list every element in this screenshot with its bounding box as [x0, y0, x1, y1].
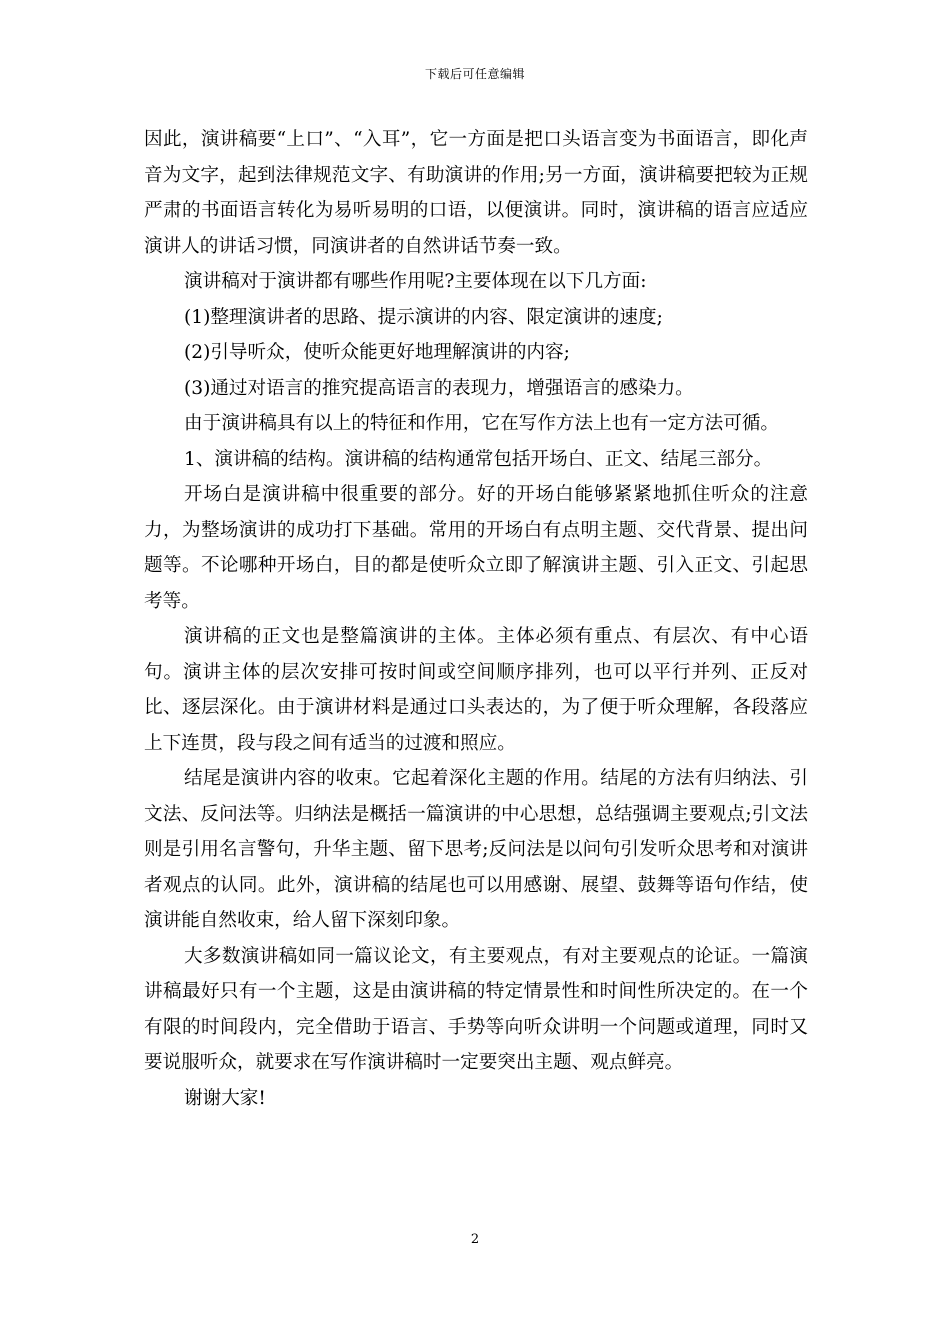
document-body [144, 122, 808, 1116]
paragraph: 大多数演讲稿如同一篇议论文，有主要观点，有对主要观点的论证。一篇演讲稿最好只有一个主题，这是由演讲稿的特定情景性和时间性所决定的。在一个有限的时间段内，完全借助于语言、手势等向听众讲明一个问题或道理，同时又要说服听众，就要求在写作演讲稿时一定要突出主题、观点鲜亮。 [144, 945, 808, 1073]
page-number: 2 [470, 1232, 480, 1247]
paragraph: 结尾是演讲内容的收束。它起着深化主题的作用。结尾的方法有归纳法、引文法、反问法等。归纳法是概括一篇演讲的中心思想，总结强调主要观点;引文法则是引用名言警句，升华主题、留下思考;反问法是以问句引发听众思考和对演讲者观点的认同。此外，演讲稿的结尾也可以用感谢、展望、鼓舞等语句作结，使演讲能自然收束，给人留下深刻印象。 [144, 768, 808, 931]
list-item: (2)引导听众，使听众能更好地理解演讲的内容; [184, 342, 570, 363]
paragraph: 由于演讲稿具有以上的特征和作用，它在写作方法上也有一定方法可循。 [184, 413, 780, 434]
paragraph: 因此，演讲稿要“上口”、“入耳”，它一方面是把口头语言变为书面语言，即化声音为文字，起到法律规范文字、有助演讲的作用;另一方面，演讲稿要把较为正规严肃的书面语言转化为易听易明的口语，以便演讲。同时，演讲稿的语言应适应演讲人的讲话习惯，同演讲者的自然讲话节奏一致。 [144, 129, 808, 257]
page-header: 下载后可任意编辑 [424, 67, 525, 81]
list-item: (1)整理演讲者的思路、提示演讲的内容、限定演讲的速度; [184, 306, 663, 328]
section-heading: 1、演讲稿的结构。演讲稿的结构通常包括开场白、正文、结尾三部分。 [184, 448, 773, 470]
closing-line: 谢谢大家! [184, 1087, 266, 1109]
list-item: (3)通过对语言的推究提高语言的表现力，增强语言的感染力。 [184, 377, 694, 399]
paragraph: 演讲稿对于演讲都有哪些作用呢?主要体现在以下几方面: [184, 271, 647, 292]
paragraph: 开场白是演讲稿中很重要的部分。好的开场白能够紧紧地抓住听众的注意力，为整场演讲的成功打下基础。常用的开场白有点明主题、交代背景、提出问题等。不论哪种开场白，目的都是使听众立即了解演讲主题、引入正文、引起思考等。 [144, 484, 808, 612]
paragraph: 演讲稿的正文也是整篇演讲的主体。主体必须有重点、有层次、有中心语句。演讲主体的层次安排可按时间或空间顺序排列，也可以平行并列、正反对比、逐层深化。由于演讲材料是通过口头表达的，为了便于听众理解，各段落应上下连贯，段与段之间有适当的过渡和照应。 [144, 626, 808, 754]
